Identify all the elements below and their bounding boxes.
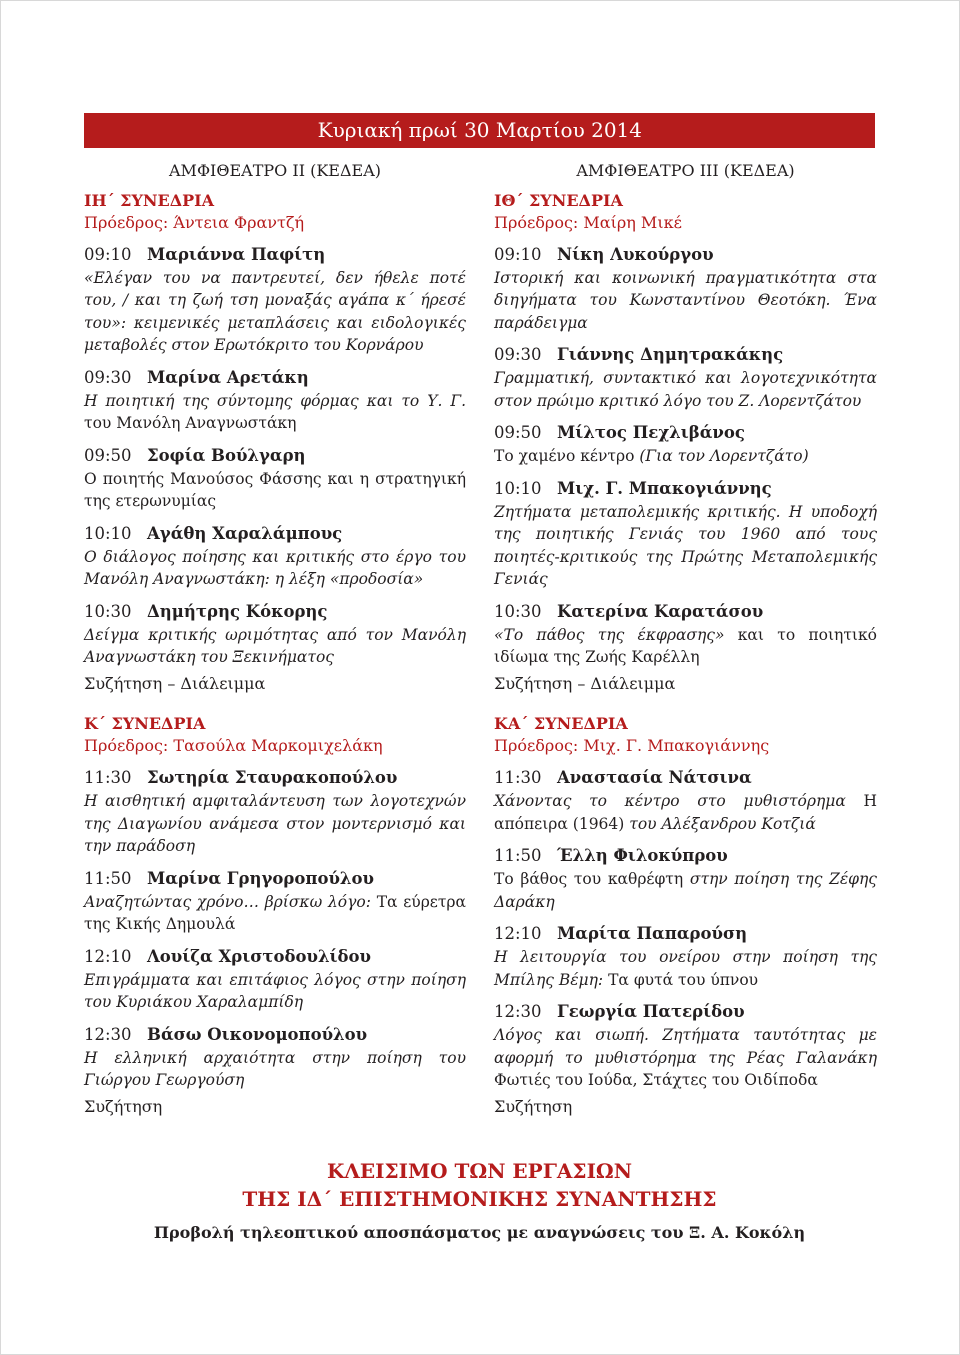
talk-item (84, 600, 466, 669)
talk-item (84, 366, 466, 435)
talk-item (84, 444, 466, 513)
closing-title-line-2: ΤΗΣ ΙΔ΄ ΕΠΙΣΤΗΜΟΝΙΚΗΣ ΣΥΝΑΝΤΗΣΗΣ (242, 1187, 717, 1211)
session-block (494, 713, 877, 1118)
talk-time: 11:30 (494, 768, 542, 787)
talk-time: 09:30 (494, 345, 542, 364)
talk-title: Ζητήματα μεταπολεμικής κριτικής. Η υποδοχή της ποιητικής Γενιάς του 1960 από τους ποιητές-κριτικούς της Πρώτης Μεταπολεμικής Γενιάς (494, 502, 877, 588)
discussion-label: Συζήτηση (84, 1096, 163, 1116)
session-title: ΙΘ΄ ΣΥΝΕΔΡΙΑ (494, 190, 623, 210)
talk-item (84, 522, 466, 591)
talk-speaker: Σωτηρία Σταυρακοπούλου (147, 768, 398, 787)
talk-title-italic: (Για τον Λορεντζάτο) (639, 447, 809, 465)
talk-title (494, 790, 877, 835)
talk-title (494, 946, 877, 991)
talk-speaker: Έλλη Φιλοκύπρου (557, 846, 728, 865)
talk-item (494, 343, 877, 412)
talk-time: 12:10 (84, 946, 132, 966)
venue-title: ΑΜΦΙΘΕΑΤΡΟ ΙΙ (ΚΕΔΕΑ) (169, 161, 381, 180)
talk-speaker: Σοφία Βούλγαρη (147, 445, 306, 465)
talk-item (494, 421, 877, 468)
talk-speaker: Αγάθη Χαραλάμπους (147, 523, 343, 543)
talk-time: 12:10 (494, 924, 542, 943)
date-header: Κυριακή πρωί 30 Μαρτίου 2014 (84, 113, 875, 148)
talk-speaker: Αναστασία Νάτσινα (557, 768, 752, 787)
talk-time: 10:30 (84, 601, 132, 621)
session-title: Κ΄ ΣΥΝΕΔΡΙΑ (84, 714, 206, 733)
talk-title-upright: και το ποιητικό ιδίωμα της Ζωής Καρέλλη (494, 625, 877, 666)
session-chair: Πρόεδρος: Τασούλα Μαρκομιχελάκη (84, 736, 383, 755)
left-column (84, 160, 466, 1118)
discussion-label: Συζήτηση – Διάλειμμα (84, 673, 266, 693)
session-title: ΙΗ΄ ΣΥΝΕΔΡΙΑ (84, 190, 215, 210)
discussion-label: Συζήτηση – Διάλειμμα (494, 673, 676, 693)
talk-title-italic: του Αλέξανδρου Κοτζιά (629, 814, 816, 833)
talk-item (494, 766, 877, 835)
talk-title (494, 624, 877, 669)
talk-title (84, 468, 466, 513)
talk-title (494, 445, 877, 468)
talk-item (494, 844, 877, 913)
session-block (84, 190, 466, 696)
talk-title-upright: του Μανόλη Αναγνωστάκη (84, 414, 297, 432)
talk-title: Δείγμα κριτικής ωριμότητας από τον Μανόλη Αναγνωστάκη του Ξεκινήματος (84, 625, 466, 666)
talk-time: 12:30 (84, 1024, 132, 1044)
talk-title-upright: Τα εύρετρα της Κικής Δημουλά (84, 892, 466, 933)
session-block (84, 713, 466, 1118)
talk-time: 09:50 (494, 423, 542, 442)
talk-time: 10:10 (84, 523, 132, 543)
talk-time: 09:10 (494, 244, 542, 264)
discussion-label: Συζήτηση (494, 1096, 573, 1116)
talk-title: Ιστορική και κοινωνική πραγματικότητα στα διηγήματα του Κωνσταντίνου Θεοτόκη. Ένα παράδειγμα (494, 268, 877, 332)
talk-item (494, 1000, 877, 1092)
session-block (494, 190, 877, 696)
talk-title (494, 1024, 877, 1092)
talk-speaker: Γιάννης Δημητρακάκης (557, 345, 784, 364)
talk-item (494, 600, 877, 669)
venue-title: ΑΜΦΙΘΕΑΤΡΟ ΙΙΙ (ΚΕΔΕΑ) (576, 161, 795, 180)
talk-time: 09:50 (84, 445, 132, 465)
talk-item (494, 922, 877, 991)
talk-title-italic: Λόγος και σιωπή. Ζητήματα ταυτότητας με αφορμή το μυθιστόρημα της Ρέας Γαλανάκη (494, 1026, 877, 1067)
talk-title (84, 891, 466, 936)
talk-item (494, 243, 877, 335)
talk-title-italic: στην ποίηση της Ζέφης Δαράκη (494, 870, 877, 911)
talk-title: Η ελληνική αρχαιότητα στην ποίηση του Γιώργου Γεωργούση (84, 1048, 466, 1089)
talk-speaker: Βάσω Οικονομοπούλου (147, 1024, 368, 1044)
talk-title-upright: Η απόπειρα (1964) (494, 792, 877, 833)
talk-time: 11:50 (84, 868, 132, 888)
talk-title-italic: Χάνοντας το κέντρο στο μυθιστόρημα (494, 792, 846, 810)
talk-time: 12:30 (494, 1002, 542, 1021)
talk-title-upright: Φωτιές του Ιούδα, Στάχτες του Οιδίποδα (494, 1071, 818, 1089)
talk-time: 10:10 (494, 478, 542, 498)
session-chair: Πρόεδρος: Μαίρη Μικέ (494, 212, 682, 232)
talk-title-upright: Τα φυτά του ύπνου (603, 970, 759, 989)
talk-title (494, 868, 877, 913)
talk-title-italic: Η λειτουργία του ονείρου στην ποίηση της Μπίλης Βέμη: (494, 948, 877, 989)
talk-speaker: Μαρίνα Γρηγοροπούλου (147, 868, 374, 888)
closing-subtitle: Προβολή τηλεοπτικού αποσπάσματος με αναγνώσεις του Ξ. Α. Κοκόλη (153, 1223, 806, 1242)
talk-title-italic: Η ποιητική της σύντομης φόρμας και το Υ. Γ. (84, 391, 466, 410)
talk-speaker: Λουίζα Χριστοδουλίδου (147, 946, 371, 966)
session-title: ΚΑ΄ ΣΥΝΕΔΡΙΑ (494, 714, 628, 733)
talk-title-italic: Αναζητώντας χρόνο… βρίσκω λόγο: (84, 892, 371, 911)
talk-title-upright: Το χαμένο κέντρο (494, 447, 640, 465)
talk-time: 11:30 (84, 768, 132, 787)
talk-time: 09:10 (84, 244, 132, 264)
talk-speaker: Μαρίτα Παπαρούση (557, 924, 748, 943)
session-chair: Πρόεδρος: Άντεια Φραντζή (84, 212, 305, 232)
talk-time: 10:30 (494, 601, 542, 621)
talk-title-upright: Ο ποιητής Μανούσος Φάσσης και η στρατηγική της ετερωνυμίας (84, 469, 466, 510)
talk-title: Γραμματική, συντακτικό και λογοτεχνικότητα στον πρώιμο κριτικό λόγο του Ζ. Λορεντζάτου (494, 369, 877, 410)
right-column (494, 160, 877, 1118)
talk-speaker: Δημήτρης Κόκορης (147, 601, 328, 621)
talk-item (84, 945, 466, 1014)
talk-item (84, 243, 466, 357)
talk-title: Επιγράμματα και επιτάφιος λόγος στην ποίηση του Κυριάκου Χαραλαμπίδη (84, 970, 466, 1011)
talk-item (84, 1023, 466, 1092)
talk-item (84, 766, 466, 858)
talk-item (84, 867, 466, 936)
talk-title-upright: Το βάθος του καθρέφτη (494, 870, 690, 888)
talk-speaker: Μαριάννα Παφίτη (147, 244, 326, 264)
talk-time: 11:50 (494, 846, 542, 865)
talk-speaker: Κατερίνα Καρατάσου (557, 601, 764, 621)
talk-title: Η αισθητική αμφιταλάντευση των λογοτεχνών της Διαγωνίου ανάμεσα στον μοντερνισμό και την παράδοση (84, 792, 466, 855)
session-chair: Πρόεδρος: Μιχ. Γ. Μπακογιάννης (494, 736, 770, 755)
closing-section (84, 1157, 875, 1242)
talk-speaker: Μαρίνα Αρετάκη (147, 367, 309, 387)
talk-title: Ο διάλογος ποίησης και κριτικής στο έργο του Μανόλη Αναγνωστάκη: η λέξη «προδοσία» (84, 547, 466, 588)
talk-speaker: Γεωργία Πατερίδου (557, 1002, 745, 1021)
talk-time: 09:30 (84, 367, 132, 387)
talk-title: «Ελέγαν του να παντρευτεί, δεν ήθελε ποτέ του, / και τη ζωή τση μοναξάς αγάπα κ΄ ήρεσέ του»: κειμενικές μεταπλάσεις και ειδολογικές μεταβολές στον Ερωτόκριτο του Κορνάρου (84, 268, 466, 354)
talk-speaker: Μίλτος Πεχλιβάνος (557, 423, 745, 442)
talk-speaker: Μιχ. Γ. Μπακογιάννης (557, 478, 772, 498)
talk-item (494, 477, 877, 591)
talk-title-italic: «Το πάθος της έκφρασης» (494, 625, 725, 644)
closing-title-line-1: ΚΛΕΙΣΙΜΟ ΤΩΝ ΕΡΓΑΣΙΩΝ (326, 1159, 633, 1183)
talk-speaker: Νίκη Λυκούργου (557, 244, 714, 264)
talk-title (84, 390, 466, 435)
